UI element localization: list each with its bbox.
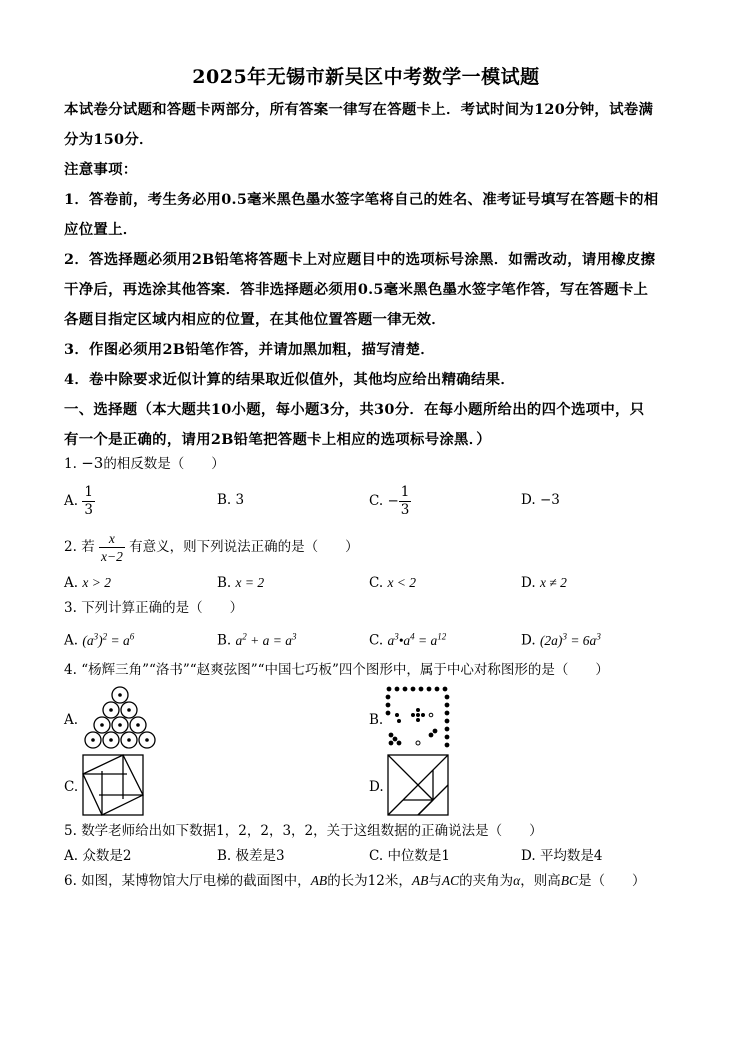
question-number: 2. [64,539,77,555]
question-2: 2. 若 $\frac{x}{x-2}$ 有意义，则下列说法正确的是（ ） [64,531,359,564]
section-heading: 一、选择题（本大题共10小题，每小题3分，共30分．在每小题所给出的四个选项中，只 [64,401,645,418]
option-4c-label[interactable]: C. [64,779,79,795]
fraction: $\frac{x}{x-2}$ [100,531,123,564]
option-3b[interactable]: B. $a^2 + a = a^3$ [217,631,297,649]
option-1b[interactable]: B. 3 [217,492,245,508]
fraction: $\frac{1}{3}$ [400,484,410,518]
question-stem: 数学老师给出如下数据1，2，2，3，2，关于这组数据的正确说法是（ ） [81,823,543,839]
luoshu-figure[interactable] [383,685,453,750]
question-number: 4. [64,662,77,678]
page-title: 2025年无锡市新吴区中考数学一模试题 [192,66,540,88]
question-3 [64,598,243,618]
option-4d-label[interactable]: D. [369,779,384,795]
notice-2-cont: 各题目指定区域内相应的位置，在其他位置答题一律无效． [64,311,446,328]
zhaoshuang-diagram-figure[interactable] [82,754,144,816]
option-2c[interactable]: C. x < 2 [369,575,417,591]
question-4 [64,660,609,680]
option-5b[interactable]: B. 极差是3 [217,848,285,864]
option-1a[interactable]: A. $\frac{1}{3}$ [64,484,93,518]
notice-2: 2．答选择题必须用2B铅笔将答题卡上对应题目中的选项标号涂黑．如需改动，请用橡皮擦 [64,251,656,268]
question-number: 6. [64,873,77,889]
math-term: −3 [81,454,104,472]
notice-2-cont: 干净后，再选涂其他答案．答非选择题必须用0.5毫米黑色墨水签字笔作答，写在答题卡上 [64,281,649,298]
option-2b[interactable]: B. x = 2 [217,575,265,591]
option-1d[interactable]: D. −3 [521,492,560,508]
option-3c[interactable]: C. $a^3•a^4 = a^{12}$ [369,631,447,649]
question-1 [64,453,225,474]
question-5 [64,821,543,841]
notice-1: 1．答卷前，考生务必用0.5毫米黑色墨水签字笔将自己的姓名、准考证号填写在答题卡的相 [64,191,659,208]
option-5c[interactable]: C. 中位数是1 [369,848,451,864]
notice-heading: 注意事项： [64,161,138,178]
option-1c[interactable]: C. − $\frac{1}{3}$ [369,484,410,518]
notice-1-cont: 应位置上． [64,221,138,238]
question-stem: 有意义，则下列说法正确的是（ ） [129,539,359,555]
tangram-figure[interactable] [387,754,449,816]
question-stem: 的相反数是（ ） [103,456,225,472]
option-2d[interactable]: D. x ≠ 2 [521,575,567,591]
notice-3: 3．作图必须用2B铅笔作答，并请加黑加粗，描写清楚． [64,341,435,358]
intro-line: 本试卷分试题和答题卡两部分，所有答案一律写在答题卡上．考试时间为120分钟，试卷满 [64,101,654,118]
question-number: 1. [64,456,77,472]
intro-line: 分为150分． [64,131,154,148]
question-stem: “杨辉三角”“洛书”“赵爽弦图”“中国七巧板”四个图形中，属于中心对称图形的是（ ） [81,662,609,678]
option-4a-label[interactable]: A. [64,712,79,728]
option-2a[interactable]: A. x > 2 [64,575,111,591]
question-stem: 下列计算正确的是（ ） [81,600,244,616]
option-5d[interactable]: D. 平均数是4 [521,848,603,864]
option-3d[interactable]: D. $(2a)^3 = 6a^3$ [521,631,601,649]
fraction: $\frac{1}{3}$ [84,484,93,518]
option-3a[interactable]: A. $(a^3)^2 = a^6$ [64,631,135,649]
section-heading-cont: 有一个是正确的，请用2B铅笔把答题卡上相应的选项标号涂黑．） [64,431,491,448]
question-6: 6. 如图，某博物馆大厅电梯的截面图中，AB的长为12米，AB与AC的夹角为α，则高BC是（ ） [64,873,646,889]
yanghui-triangle-figure[interactable] [80,685,160,755]
option-4b-label[interactable]: B. [369,712,384,728]
option-5a[interactable]: A. 众数是2 [64,848,132,864]
question-number: 3. [64,600,77,616]
notice-4: 4．卷中除要求近似计算的结果取近似值外，其他均应给出精确结果． [64,371,516,388]
question-number: 5. [64,823,77,839]
